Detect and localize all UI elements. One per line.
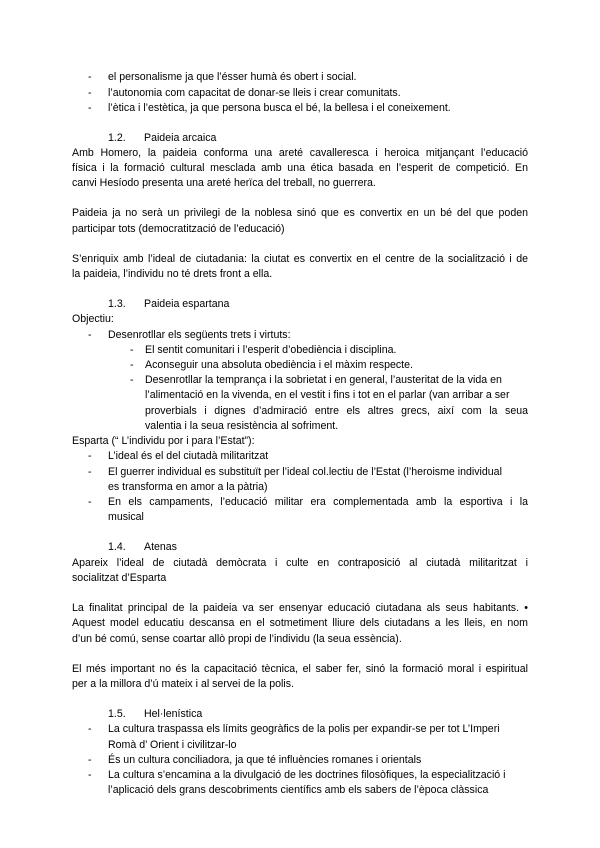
esparta-label: Esparta (“ L’individu por i para l’Estat”): [72,435,255,447]
list-item-text: El sentit comunitari i l’esperit d’obediència i disciplina. [145,344,397,356]
bullet: - [88,769,92,781]
paragraph-line: Paideia ja no serà un privilegi de la noblesa sinó que es convertix en un bé del que poden [72,207,528,219]
bullet: - [88,329,92,341]
bullet: - [88,102,92,114]
list-item-text: L’ideal és el del ciutadà militaritzat [108,450,269,462]
paragraph-line: Amb Homero, la paideia conforma una areté cavalleresca i heroica mitjançant l’educació [72,147,528,159]
paragraph-line: socialitzat d’Esparta [72,572,167,584]
bullet: - [88,87,92,99]
section-title: Atenas [144,541,177,553]
section-title: Hel·lenística [144,708,203,720]
section-number: 1.5. [108,708,126,720]
paragraph-line: Apareix l’ideal de ciutadà demòcrata i culte en contraposició al ciutadà militaritzat i [72,557,528,569]
objective-label: Objectiu: [72,313,114,325]
paragraph-line: S’enriquix amb l’ideal de ciutadania: la ciutat es convertix en el centre de la socialització i de [72,253,528,265]
list-item-continuation: valentia i la seua resistència al sofriment. [145,420,339,432]
list-item-text: Desenrotllar els següents trets i virtuts: [108,329,291,341]
paragraph-line: participar tots (democratització de l’educació) [72,223,285,235]
bullet: - [130,344,134,356]
section-title: Paideia arcaica [144,132,217,144]
section-heading [108,707,202,722]
section-number: 1.4. [108,541,126,553]
paragraph-line: la paideia, l’individu no té drets front a ella. [72,268,273,280]
list-item-continuation: proverbials i dignes d’admiració entre els altres grecs, així com la seua [145,405,528,417]
paragraph-line: física i la formació cultural mesclada amb una ética basada en l’esperit de competició. En [72,162,528,174]
paragraph-line: La finalitat principal de la paideia va ser ensenyar educació ciutadana als seus habitants. • [72,602,528,614]
list-item-text: El guerrer individual es substituït per l’ideal col.lectiu de l’Estat (l’heroisme individual [108,466,502,478]
list-item-continuation: Romà d’ Orient i civilitzar-lo [108,739,237,751]
paragraph-line: El més important no és la capacitació tècnica, el saber fer, sinó la formació moral i espiritual [72,663,528,675]
list-item-text: En els campaments, l’educació militar era complementada amb la esportiva i la [108,496,528,508]
section-number: 1.3. [108,298,126,310]
section-number: 1.2. [108,132,126,144]
list-item-continuation: l’aplicació dels grans descobriments científics amb els sabers de l’època clàssica [108,784,489,796]
list-item-text: l’autonomia com capacitat de donar-se lleis i crear comunitats. [108,87,401,99]
list-item-text: La cultura traspassa els límits geogràfics de la polis per expandir-se per tot L’Imperi [108,723,500,735]
list-item-text: La cultura s’encamina a la divulgació de les doctrines filosòfiques, la especialització i [108,769,506,781]
bullet: - [88,754,92,766]
section-heading [108,540,177,555]
bullet: - [88,496,92,508]
list-item-text: Desenrotllar la temprança i la sobrietat i en general, l’austeritat de la vida en [145,374,502,386]
section-title: Paideia espartana [144,298,230,310]
paragraph-line: Aquest model educatiu descansa en el sotmetiment lliure dels ciutadans a les lleis, en nom [72,617,528,629]
bullet: - [130,359,134,371]
bullet: - [88,466,92,478]
list-item-continuation: l’alimentació en la vivenda, en el vestit i fins i tot en el parlar (van arribar a ser [145,389,510,401]
paragraph-line: per a la millora d’ú mateix i al servei de la polis. [72,678,294,690]
list-item-text: Aconseguir una absoluta obediència i el màxim respecte. [145,359,413,371]
section-heading [108,131,216,146]
bullet: - [88,71,92,83]
list-item-continuation: musical [108,511,144,523]
list-item-text: el personalisme ja que l’ésser humà és obert i social. [108,71,357,83]
bullet: - [88,723,92,735]
list-item-text: l’ètica i l’estètica, ja que persona busca el bé, la bellesa i el coneixement. [108,102,451,114]
bullet: - [88,450,92,462]
list-item-text: És un cultura conciliadora, ja que té influències romanes i orientals [108,754,422,766]
paragraph-line: canvi Hesíodo presenta una areté herïca del treball, no guerrera. [72,177,376,189]
bullet: - [130,374,134,386]
paragraph-line: d’un bé comú, sense coartar allò propi de l’individu (la seua essència). [72,633,402,645]
section-heading [108,297,229,312]
list-item-continuation: es transforma en amor a la pàtria) [108,481,268,493]
